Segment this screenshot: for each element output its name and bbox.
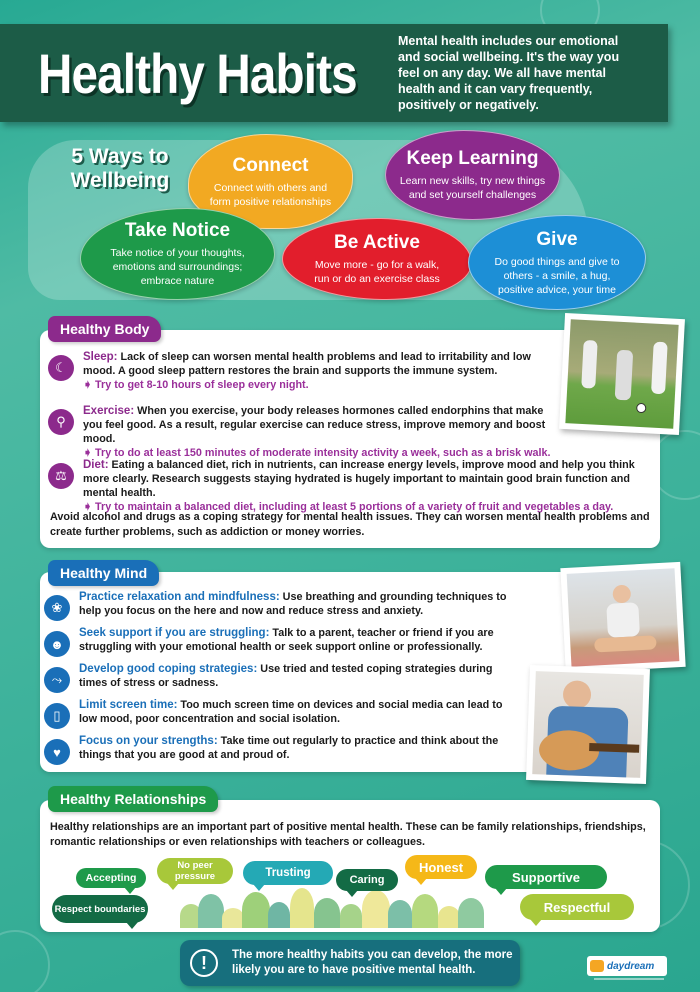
item-description: Eating a balanced diet, rich in nutrients, can increase energy levels, improve mood and help you think more clearly. Research suggests staying hydrated is hugely important to maintain good brain function and mental health. [83,459,635,499]
relationships-text: Healthy relationships are an important part of positive mental health. These can be family relationships, friendships, romantic relationships or even relationships with teachers or colleagues. [50,821,646,848]
exclamation-icon: ! [190,949,218,977]
way-text: Take notice of your thoughts, emotions and surroundings; embrace nature [110,247,245,287]
mind-item: ⤳ Develop good coping strategies: Use tried and tested coping strategies during times of stress or sadness. [44,662,514,693]
support-group-icon: ☻ [44,631,70,657]
bubble-supportive: Supportive [485,865,607,889]
bubble-accepting: Accepting [76,868,146,888]
body-item-diet [48,458,648,514]
item-description: Lack of sleep can worsen mental health problems and lead to irritability and low mood. A good sleep pattern restores the brain and supports the immune system. [83,351,531,377]
way-give [468,215,646,310]
mind-item: ❀ Practice relaxation and mindfulness: Use breathing and grounding techniques to help you focus on the here and now and reduce stress and anxiety. [44,590,514,621]
crowd-illustration [170,888,490,928]
phone-icon: ▯ [44,703,70,729]
bubble-caring: Caring [336,869,398,891]
mind-item: ▯ Limit screen time: Too much screen time on devices and social media can lead to low mood, poor concentration and social isolation. [44,698,514,729]
arrow-icon: ➧ [83,447,93,459]
footer-text: The more healthy habits you can develop, the more likely you are to have positive mental health. [232,949,513,976]
way-text: Learn new skills, try new things and set yourself challenges [399,175,546,201]
item-description: When you exercise, your body releases hormones called endorphins that make you feel good. As a result, regular exercise can reduce stress, improve memory and boost mood. [83,405,546,445]
bubble-no-peer-pressure: No peer pressure [157,858,233,884]
healthy-mind-card [40,572,570,772]
sleep-icon: ☾ [48,355,74,381]
way-text: Connect with others and form positive relationships [209,181,332,208]
mind-item: ♥ Focus on your strengths: Take time out regularly to practice and think about the things that you are good at and proud of. [44,734,514,765]
tip: ➧ Try to get 8-10 hours of sleep every night. [83,379,309,391]
bubble-respectful: Respectful [520,894,634,920]
diet-icon: ⚖ [48,463,74,489]
bubble-honest: Honest [405,855,477,879]
daydream-logo [587,956,667,976]
photo-yoga [560,562,685,673]
heart-hands-icon: ♥ [44,739,70,765]
way-title: Keep Learning [406,148,539,169]
healthy-body-tab: Healthy Body [48,316,161,342]
coping-path-icon: ⤳ [44,667,70,693]
body-item-sleep [48,350,548,392]
header-banner [0,24,668,122]
photo-guitar [526,665,650,784]
bubble-trusting: Trusting [243,861,333,885]
header-description: Mental health includes our emotional and social wellbeing. It's the way you feel on any day. We all have mental health and it can vary frequently, positively or negatively. [398,34,620,112]
background-decoration [0,930,50,992]
mindfulness-icon: ❀ [44,595,70,621]
exercise-icon: ⚲ [48,409,74,435]
arrow-icon: ➧ [83,501,93,513]
way-text: Do good things and give to others - a smile, a hug, positive advice, your time [494,255,620,296]
copyright-line [594,978,664,980]
body-note: Avoid alcohol and drugs as a coping strategy for mental health issues. They can worsen mental health problems and create further problems, such as addiction or money worries. [50,511,650,538]
item-label: Sleep: [83,351,118,363]
way-text: Move more - go for a walk, run or do an exercise class [314,259,440,285]
logo-icon [590,960,604,972]
mind-item: ☻ Seek support if you are struggling: Talk to a parent, teacher or friend if you are struggling with your emotional health or seek support online or professionally. [44,626,514,657]
healthy-mind-tab: Healthy Mind [48,560,159,586]
way-title: Take Notice [124,220,231,241]
tip: ➧ Try to do at least 150 minutes of moderate intensity activity a week, such as a brisk walk. [83,447,551,459]
item-label: Diet: [83,459,109,471]
way-keep-learning [385,130,560,220]
item-label: Exercise: [83,405,135,417]
tip: ➧ Try to maintain a balanced diet, including at least 5 portions of a variety of fruit and vegetables a day. [83,501,614,513]
way-title: Be Active [334,232,420,253]
bubble-respect-boundaries: Respect boundaries [52,895,148,923]
five-ways-section [0,130,700,310]
logo-text: daydream [607,960,655,972]
body-item-exercise [48,404,558,460]
way-title: Give [536,228,578,250]
arrow-icon: ➧ [83,379,93,391]
ways-heading: 5 Ways to Wellbeing [70,145,170,192]
healthy-relationships-tab: Healthy Relationships [48,786,218,812]
photo-football [559,313,685,435]
footer-callout [180,940,520,986]
way-title: Connect [232,154,309,176]
page-title: Healthy Habits [38,41,357,105]
